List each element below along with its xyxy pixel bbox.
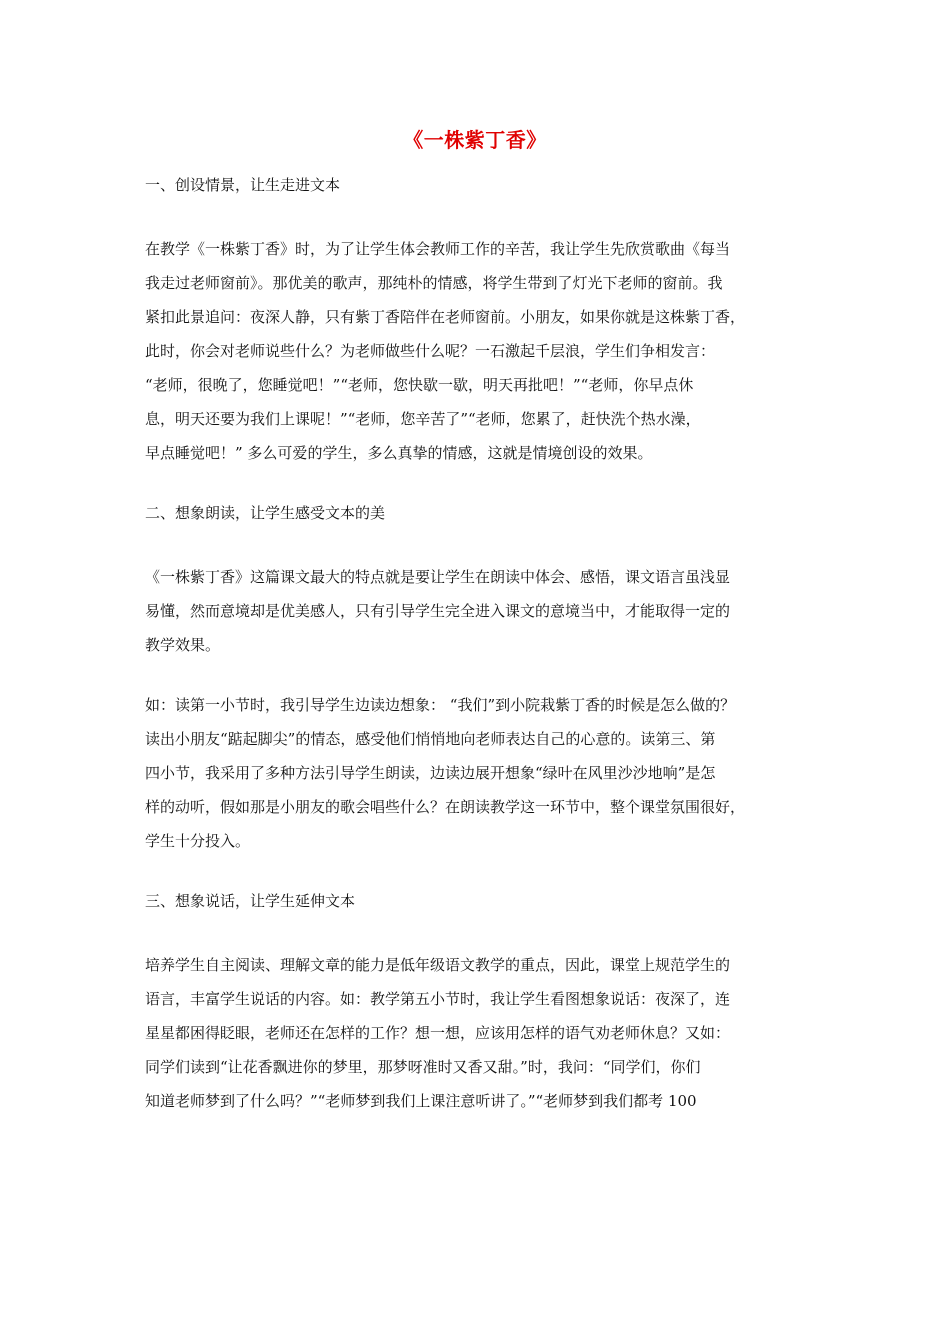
paragraph-line: 培养学生自主阅读、理解文章的能力是低年级语文教学的重点，因此，课堂上规范学生的 (145, 956, 731, 974)
paragraph-line: 星星都困得眨眼，老师还在怎样的工作？想一想，应该用怎样的语气劝老师休息？又如： (145, 1024, 731, 1042)
paragraph-line: 教学效果。 (145, 636, 221, 654)
paragraph-line: “老师，很晚了，您睡觉吧！”“老师，您快歇一歇，明天再批吧！”“老师，你早点休 (145, 376, 694, 394)
paragraph-line: 此时，你会对老师说些什么？为老师做些什么呢？一石激起千层浪，学生们争相发言： (145, 342, 716, 360)
paragraph-line: 易懂，然而意境却是优美感人，只有引导学生完全进入课文的意境当中，才能取得一定的 (145, 602, 731, 620)
paragraph-line: 知道老师梦到了什么吗？”“老师梦到我们上课注意听讲了。”“老师梦到我们都考 100 (145, 1092, 697, 1110)
paragraph (145, 948, 815, 1118)
paragraph-line: 息，明天还要为我们上课呢！”“老师，您辛苦了”“老师，您累了，赶快洗个热水澡， (145, 410, 701, 428)
paragraph (145, 560, 815, 662)
document-body (145, 168, 815, 1118)
section-heading: 一、创设情景，让生走进文本 (145, 176, 341, 194)
paragraph (145, 688, 815, 858)
paragraph-line: 语言，丰富学生说话的内容。如：教学第五小节时，我让学生看图想象说话：夜深了，连 (145, 990, 731, 1008)
paragraph-line: 如：读第一小节时，我引导学生边读边想象： “我们”到小院栽紫丁香的时候是怎么做的？ (145, 696, 736, 714)
paragraph-line: 我走过老师窗前》。那优美的歌声，那纯朴的情感，将学生带到了灯光下老师的窗前。我 (145, 274, 723, 292)
section-heading: 三、想象说话，让学生延伸文本 (145, 892, 356, 910)
document-title: 《一株紫丁香》 (403, 128, 547, 152)
paragraph-line: 早点睡觉吧！” 多么可爱的学生，多么真挚的情感，这就是情境创设的效果。 (145, 444, 653, 462)
paragraph-line: 学生十分投入。 (145, 832, 251, 850)
paragraph (145, 232, 815, 470)
paragraph-line: 同学们读到“让花香飘进你的梦里，那梦呀准时又香又甜。”时，我问：“同学们，你们 (145, 1058, 701, 1076)
paragraph-line: 样的动听，假如那是小朋友的歌会唱些什么？在朗读教学这一环节中，整个课堂氛围很好， (145, 798, 746, 816)
paragraph-line: 读出小朋友“踮起脚尖”的情态，感受他们悄悄地向老师表达自己的心意的。读第三、第 (145, 730, 716, 748)
paragraph-line: 《一株紫丁香》这篇课文最大的特点就是要让学生在朗读中体会、感悟，课文语言虽浅显 (145, 568, 731, 586)
paragraph-line: 紧扣此景追问：夜深人静，只有紫丁香陪伴在老师窗前。小朋友，如果你就是这株紫丁香， (145, 308, 746, 326)
paragraph-line: 四小节，我采用了多种方法引导学生朗读，边读边展开想象“绿叶在风里沙沙地响”是怎 (145, 764, 716, 782)
paragraph-line: 在教学《一株紫丁香》时，为了让学生体会教师工作的辛苦，我让学生先欣赏歌曲《每当 (145, 240, 731, 258)
section-heading: 二、想象朗读，让学生感受文本的美 (145, 504, 386, 522)
